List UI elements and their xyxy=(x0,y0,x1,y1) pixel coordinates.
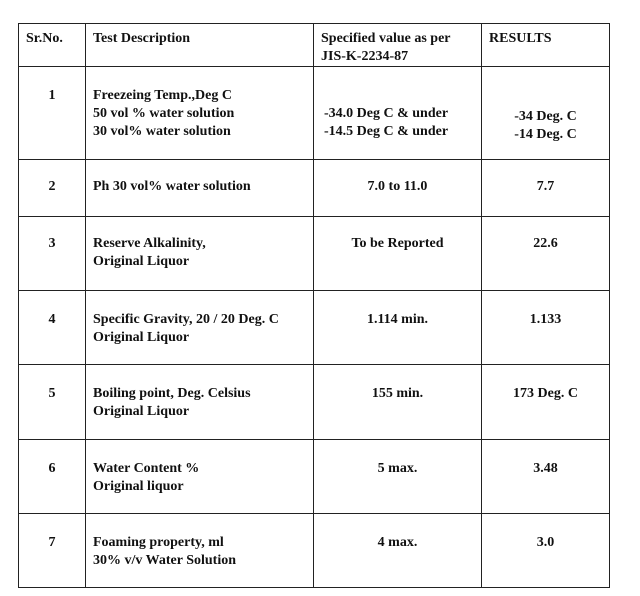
spec-line: 4 max. xyxy=(377,535,418,550)
table-row xyxy=(19,514,610,588)
result-line: 3.48 xyxy=(533,461,558,476)
row-result xyxy=(482,514,610,588)
desc-line: 30% v/v Water Solution xyxy=(93,553,237,568)
spec-line: 155 min. xyxy=(371,386,424,401)
row-number: 1 xyxy=(19,67,86,160)
row-description xyxy=(86,291,314,365)
row-number: 4 xyxy=(19,291,86,365)
row-description xyxy=(86,160,314,217)
table-row xyxy=(19,291,610,365)
row-number: 5 xyxy=(19,365,86,440)
desc-line: Freezeing Temp.,Deg C xyxy=(93,88,232,103)
row-description xyxy=(86,365,314,440)
desc-line: Ph 30 vol% water solution xyxy=(93,179,251,194)
header-description: Test Description xyxy=(86,24,314,67)
desc-line: Boiling point, Deg. Celsius xyxy=(93,386,251,401)
result-line: 173 Deg. C xyxy=(513,386,578,401)
result-line: 22.6 xyxy=(533,236,558,251)
result-line: 1.133 xyxy=(529,312,562,327)
row-specified-value xyxy=(314,291,482,365)
row-number: 2 xyxy=(19,160,86,217)
desc-line: Original liquor xyxy=(93,479,184,494)
result-line: -14 Deg. C xyxy=(514,127,577,142)
result-line: 7.7 xyxy=(536,179,555,194)
spec-line: -14.5 Deg C & under xyxy=(324,124,449,139)
row-result xyxy=(482,440,610,514)
row-specified-value xyxy=(314,160,482,217)
table-row xyxy=(19,440,610,514)
spec-line: 5 max. xyxy=(377,461,418,476)
desc-line: Original Liquor xyxy=(93,404,190,419)
row-specified-value xyxy=(314,67,482,160)
row-number: 7 xyxy=(19,514,86,588)
desc-line: 30 vol% water solution xyxy=(93,124,231,139)
desc-line: Original Liquor xyxy=(93,330,190,345)
table-row xyxy=(19,160,610,217)
row-number: 3 xyxy=(19,217,86,291)
header-specified-value xyxy=(314,24,482,67)
spec-line: 1.114 min. xyxy=(366,312,429,327)
row-result xyxy=(482,365,610,440)
table-row xyxy=(19,217,610,291)
result-line: -34 Deg. C xyxy=(514,109,577,124)
header-spec-line2: JIS-K-2234-87 xyxy=(321,49,409,64)
row-result xyxy=(482,291,610,365)
header-results: RESULTS xyxy=(482,24,610,67)
desc-line: Specific Gravity, 20 / 20 Deg. C xyxy=(93,312,279,327)
table-row xyxy=(19,67,610,160)
spec-line: To be Reported xyxy=(351,236,444,251)
row-result xyxy=(482,160,610,217)
row-description xyxy=(86,440,314,514)
row-description xyxy=(86,67,314,160)
desc-line: 50 vol % water solution xyxy=(93,106,235,121)
row-result xyxy=(482,217,610,291)
spec-line: -34.0 Deg C & under xyxy=(324,106,449,121)
header-srno: Sr.No. xyxy=(19,24,86,67)
row-specified-value xyxy=(314,440,482,514)
result-line: 3.0 xyxy=(536,535,555,550)
desc-line: Reserve Alkalinity, xyxy=(93,236,206,251)
test-results-table xyxy=(18,23,610,588)
table-row xyxy=(19,365,610,440)
header-row xyxy=(19,24,610,67)
row-number: 6 xyxy=(19,440,86,514)
row-description xyxy=(86,217,314,291)
row-result xyxy=(482,67,610,160)
header-spec-line1: Specified value as per xyxy=(321,31,451,46)
row-description xyxy=(86,514,314,588)
desc-line: Water Content % xyxy=(93,461,200,476)
desc-line: Original Liquor xyxy=(93,254,190,269)
spec-line: 7.0 to 11.0 xyxy=(367,179,428,194)
row-specified-value xyxy=(314,217,482,291)
row-specified-value xyxy=(314,514,482,588)
desc-line: Foaming property, ml xyxy=(93,535,224,550)
row-specified-value xyxy=(314,365,482,440)
